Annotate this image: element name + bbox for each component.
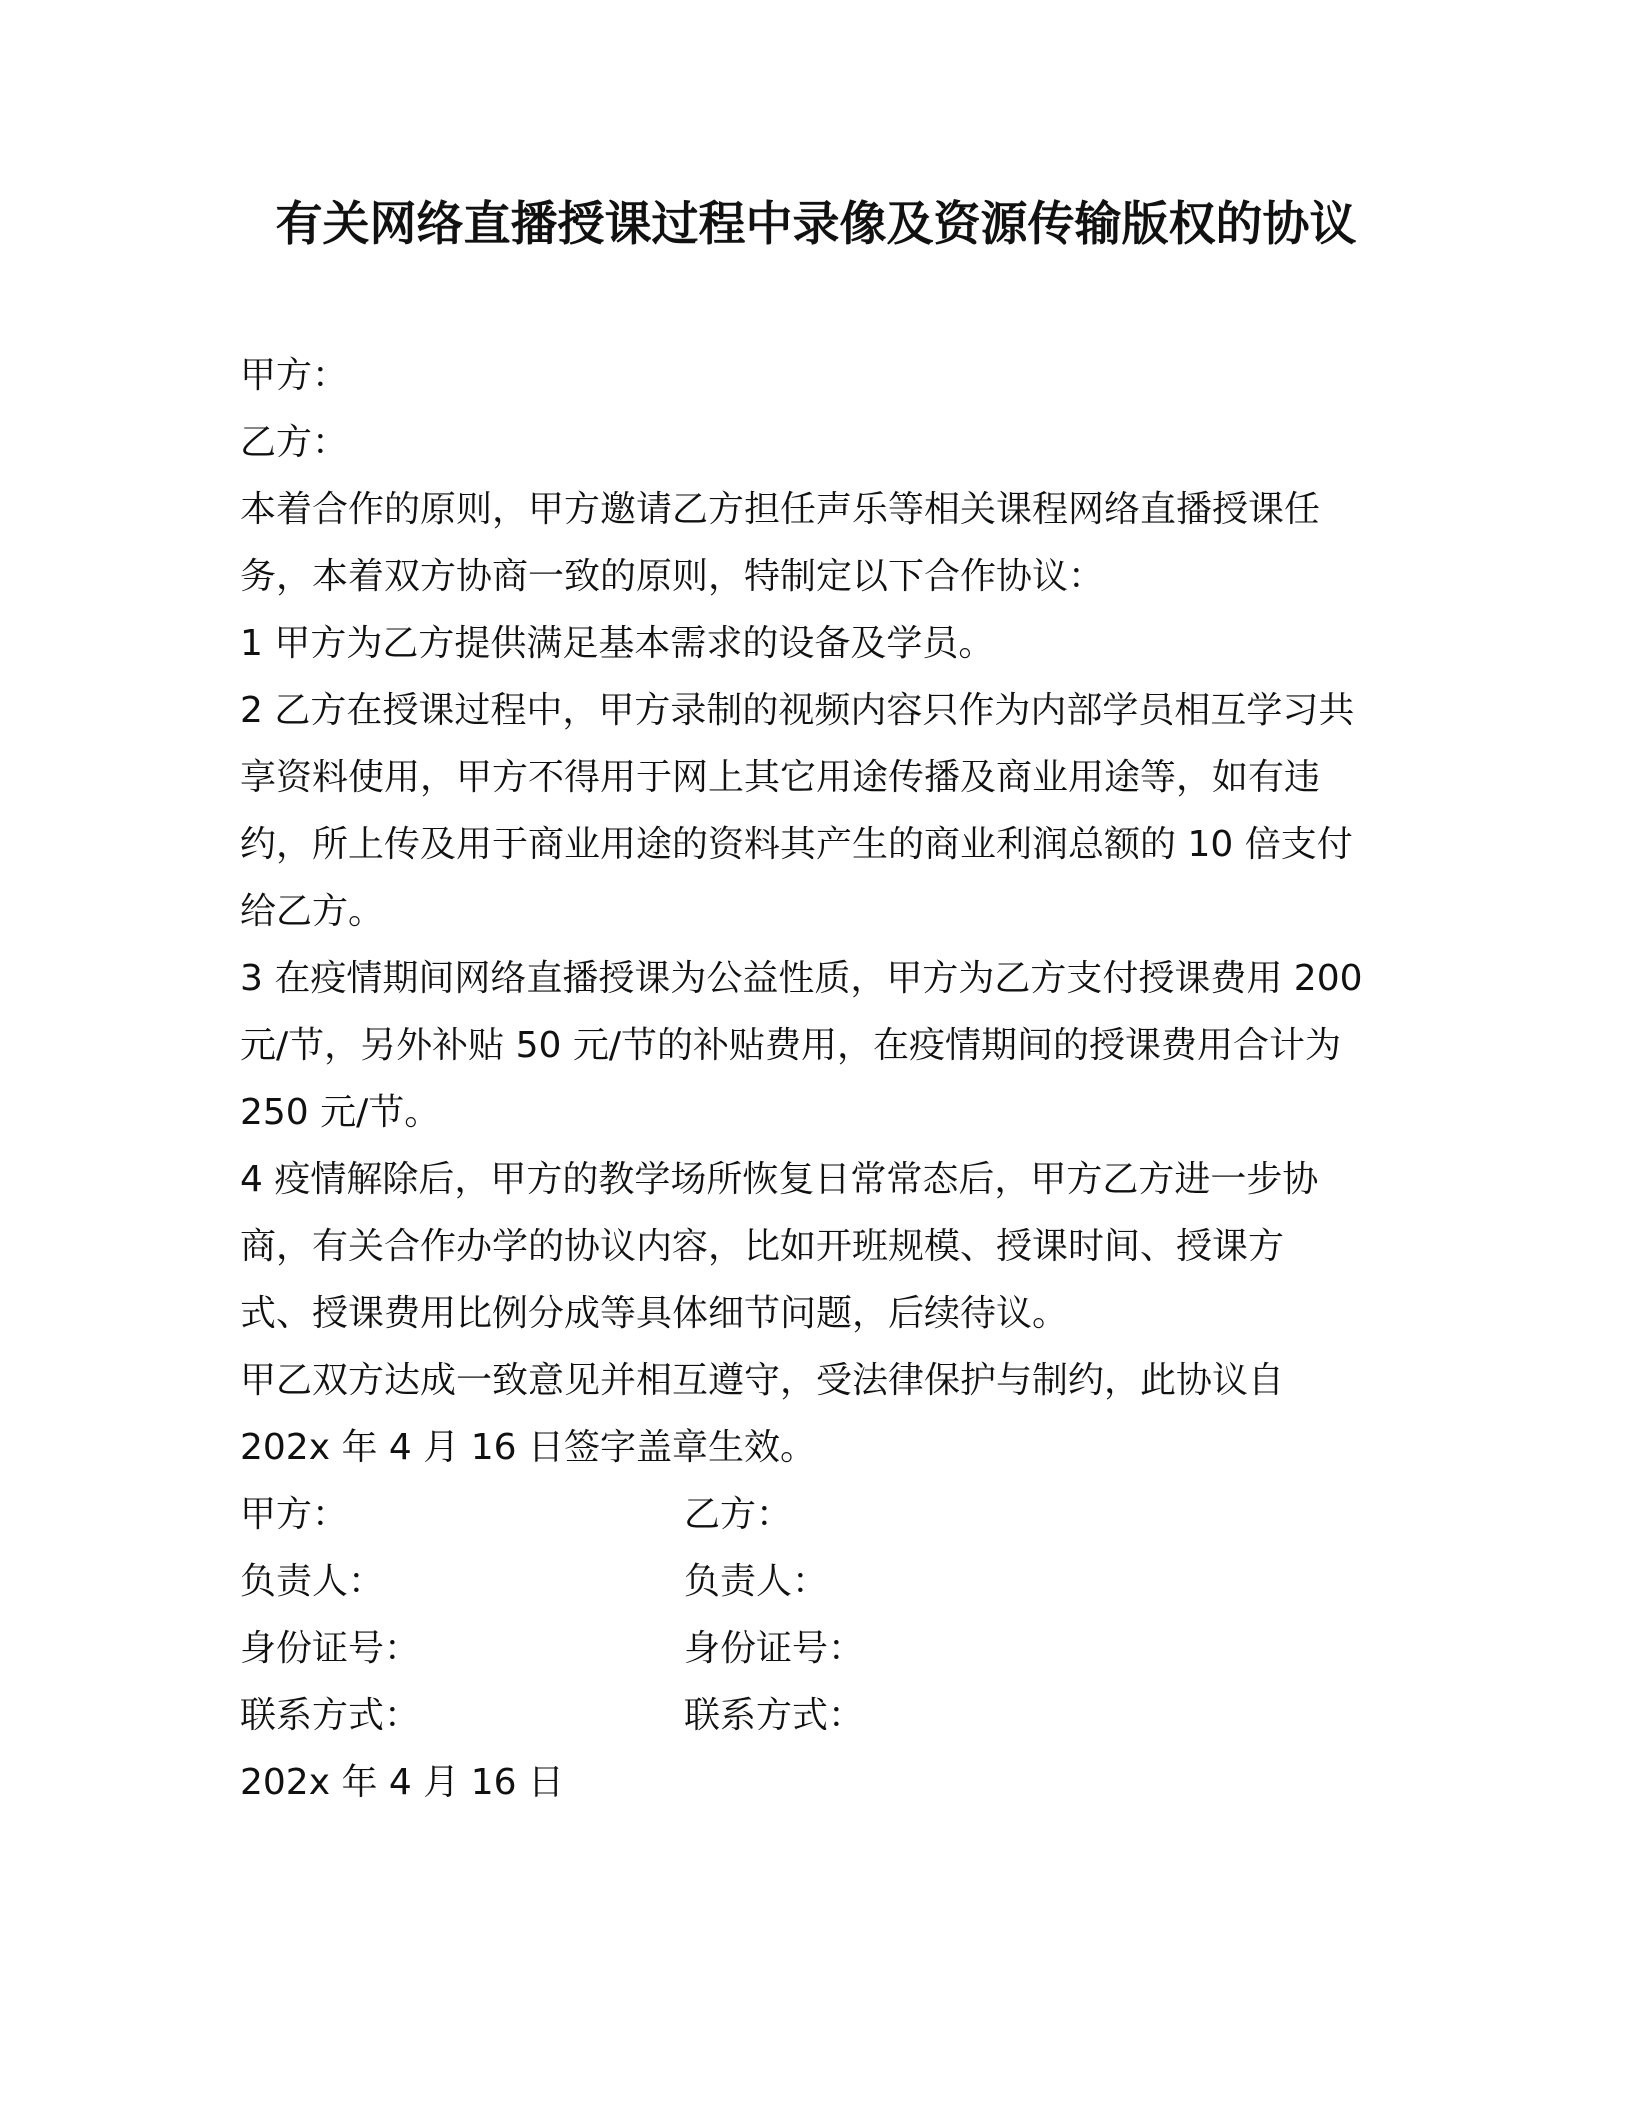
signature-id-row	[240, 1615, 1390, 1682]
signature-person-row	[240, 1548, 1390, 1615]
clause-line: 式、授课费用比例分成等具体细节问题，后续待议。	[240, 1293, 1069, 1334]
clause-line: 3 在疫情期间网络直播授课为公益性质，甲方为乙方支付授课费用 200	[240, 958, 1363, 999]
intro-line-2: 务，本着双方协商一致的原则，特制定以下合作协议：	[240, 556, 1105, 597]
closing-line-1: 甲乙双方达成一致意见并相互遵守，受法律保护与制约，此协议自	[240, 1360, 1285, 1401]
signature-date: 202x 年 4 月 16 日	[240, 1762, 564, 1803]
clause-line: 4 疫情解除后，甲方的教学场所恢复日常常态后，甲方乙方进一步协	[240, 1159, 1319, 1200]
signature-contact-row	[240, 1682, 1390, 1749]
signature-party-row	[240, 1481, 1390, 1548]
clause-line: 约，所上传及用于商业用途的资料其产生的商业利润总额的 10 倍支付	[240, 824, 1353, 865]
closing-line-2: 202x 年 4 月 16 日签字盖章生效。	[240, 1427, 816, 1468]
document-title: 有关网络直播授课过程中录像及资源传输版权的协议	[275, 197, 1357, 252]
party-b-line: 乙方：	[240, 422, 349, 463]
party-a-line: 甲方：	[240, 355, 349, 396]
clause-line: 250 元/节。	[240, 1092, 441, 1133]
signature-contact-b: 联系方式：	[684, 1695, 865, 1736]
clause-line: 1 甲方为乙方提供满足基本需求的设备及学员。	[240, 623, 995, 664]
signature-id-a: 身份证号：	[240, 1628, 421, 1669]
signature-id-b: 身份证号：	[684, 1628, 865, 1669]
clause-line: 元/节，另外补贴 50 元/节的补贴费用，在疫情期间的授课费用合计为	[240, 1025, 1341, 1066]
clause-line: 给乙方。	[240, 891, 385, 932]
intro-line-1: 本着合作的原则，甲方邀请乙方担任声乐等相关课程网络直播授课任	[240, 489, 1321, 530]
signature-party-a: 甲方：	[240, 1494, 349, 1535]
signature-party-b: 乙方：	[684, 1494, 793, 1535]
clause-line: 享资料使用，甲方不得用于网上其它用途传播及商业用途等，如有违	[240, 757, 1321, 798]
signature-person-a: 负责人：	[240, 1561, 385, 1602]
document-body	[240, 342, 1390, 1816]
signature-person-b: 负责人：	[684, 1561, 829, 1602]
clause-line: 商，有关合作办学的协议内容，比如开班规模、授课时间、授课方	[240, 1226, 1285, 1267]
signature-contact-a: 联系方式：	[240, 1695, 421, 1736]
clause-line: 2 乙方在授课过程中，甲方录制的视频内容只作为内部学员相互学习共	[240, 690, 1355, 731]
